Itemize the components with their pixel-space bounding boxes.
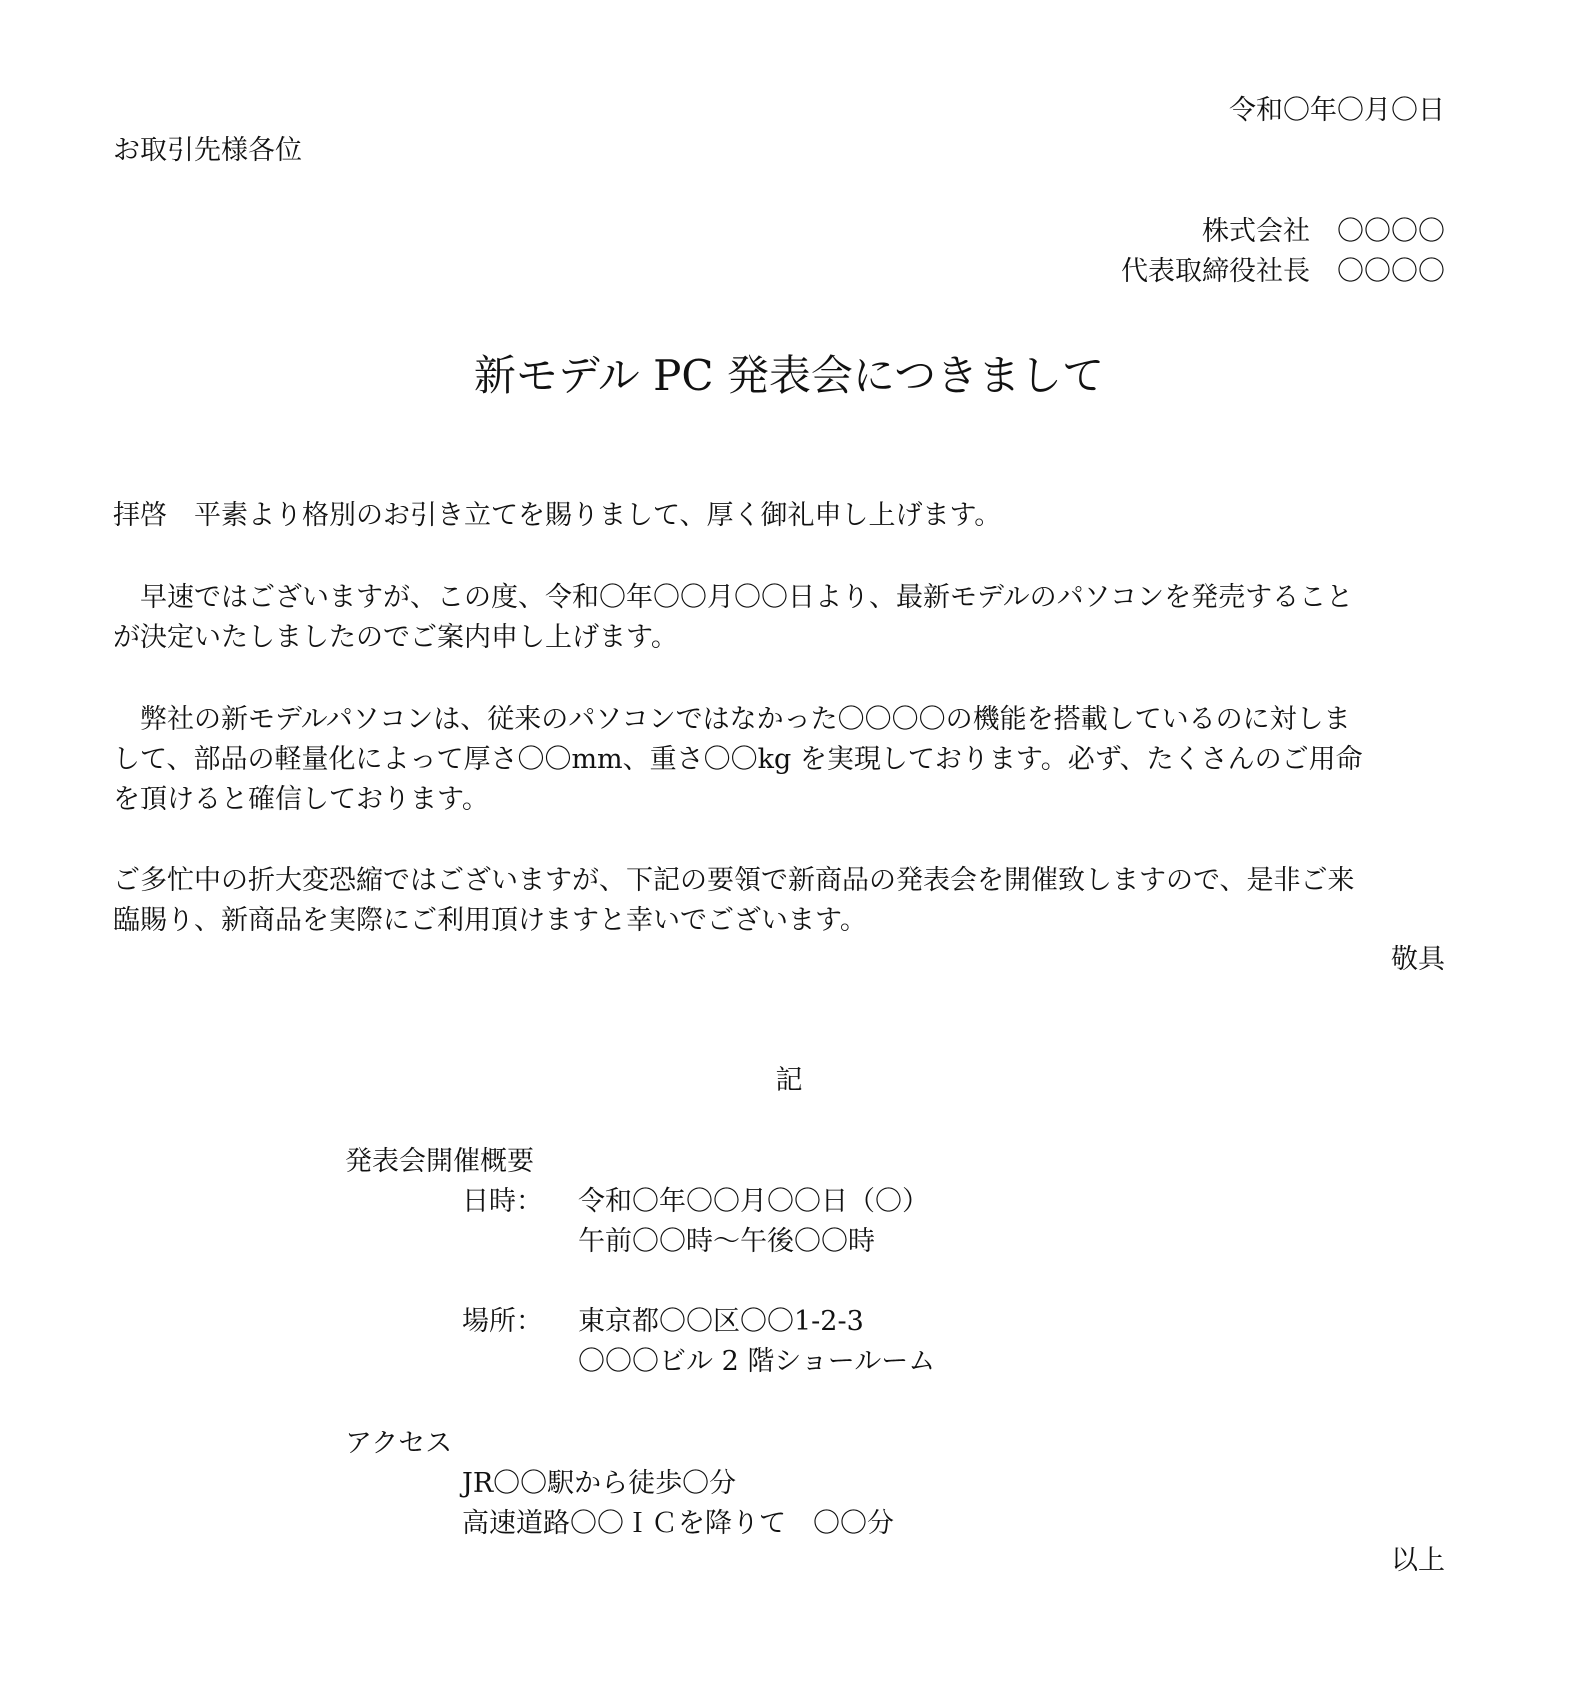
recipient: お取引先様各位 — [113, 135, 302, 166]
greeting-line: 拝啓 平素より格別のお引き立てを賜りまして、厚く御礼申し上げます。 — [113, 500, 1002, 531]
paragraph-2-line-1: 弊社の新モデルパソコンは、従来のパソコンではなかった〇〇〇〇の機能を搭載しているのに対しま — [113, 704, 1351, 735]
details-heading: 発表会開催概要 — [345, 1146, 534, 1177]
access-line-2: 高速道路〇〇ＩＣを降りて 〇〇分 — [462, 1508, 894, 1539]
access-line-1: JR〇〇駅から徒歩〇分 — [462, 1468, 737, 1499]
document-title: 新モデル PC 発表会につきまして — [473, 351, 1105, 400]
sender-company: 株式会社 〇〇〇〇 — [1202, 216, 1445, 247]
closing-ijo: 以上 — [1391, 1545, 1445, 1576]
paragraph-2-line-3: を頂けると確信しております。 — [113, 784, 489, 815]
place-line-2: 〇〇〇ビル 2 階ショールーム — [578, 1346, 936, 1377]
closing-keigu: 敬具 — [1391, 944, 1445, 975]
sender-representative: 代表取締役社長 〇〇〇〇 — [1121, 256, 1445, 287]
datetime-line-1: 令和〇年〇〇月〇〇日（〇） — [578, 1186, 929, 1217]
datetime-label: 日時： — [462, 1186, 543, 1217]
paragraph-3-line-1: ご多忙中の折大変恐縮ではございますが、下記の要領で新商品の発表会を開催致しますので、是非ご来 — [113, 865, 1355, 896]
paragraph-2-line-2: して、部品の軽量化によって厚さ〇〇mm、重さ〇〇kg を実現しております。必ず、たくさんのご用命 — [113, 744, 1363, 775]
access-heading: アクセス — [345, 1428, 453, 1459]
letter-date: 令和〇年〇月〇日 — [1229, 95, 1445, 126]
place-label: 場所： — [462, 1306, 543, 1337]
datetime-line-2: 午前〇〇時～午後〇〇時 — [578, 1226, 875, 1257]
paragraph-3-line-2: 臨賜り、新商品を実際にご利用頂けますと幸いでございます。 — [113, 905, 867, 936]
paragraph-1-line-2: が決定いたしましたのでご案内申し上げます。 — [113, 622, 678, 653]
paragraph-1-line-1: 早速ではございますが、この度、令和〇年〇〇月〇〇日より、最新モデルのパソコンを発売すること — [113, 582, 1354, 613]
place-line-1: 東京都〇〇区〇〇1-2-3 — [578, 1306, 864, 1337]
ki-heading: 記 — [775, 1065, 803, 1096]
